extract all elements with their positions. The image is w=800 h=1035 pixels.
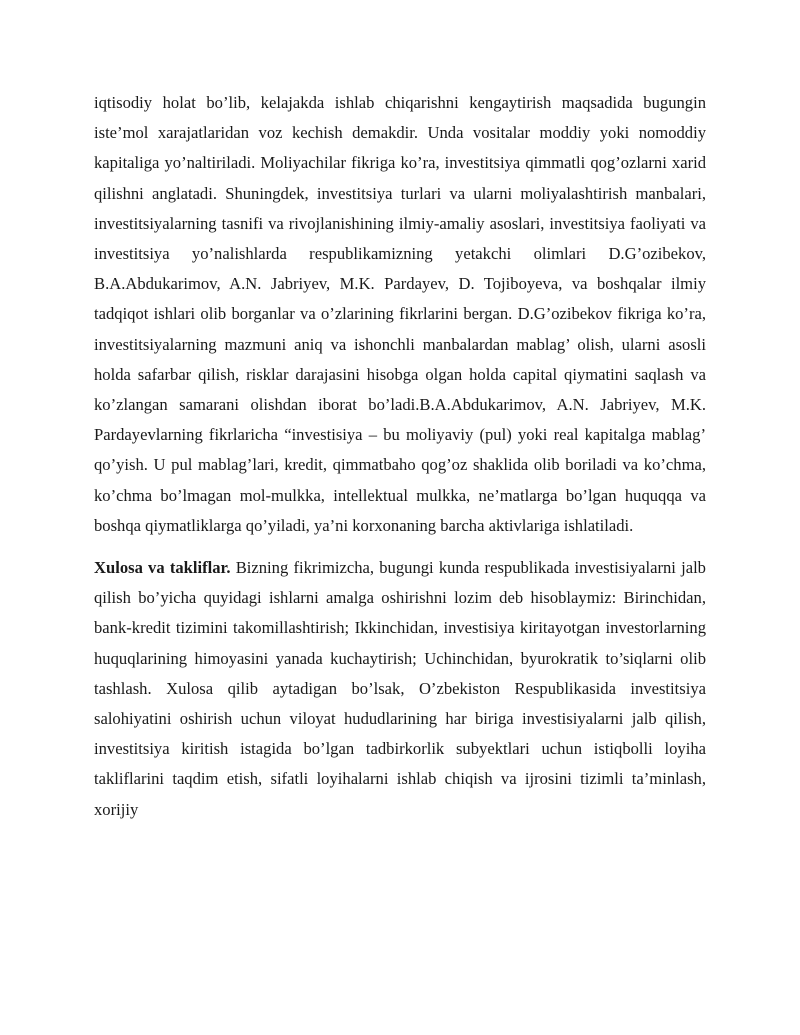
paragraph-conclusions <box>94 553 706 825</box>
document-page <box>94 88 706 825</box>
paragraph-investment-definition: iqtisodiy holat bo’lib, kelajakda ishlab chiqarishni kengaytirish maqsadida bugungin iste’mol xarajatlaridan voz kechish demakdir. Unda vositalar moddiy yoki nomoddiy kapitaliga yo’naltiriladi. Moliyachilar fikriga ko’ra, investitsiya qimmatli qog’ozlarni xarid qilishni anglatadi. Shuningdek, investitsiya turlari va ularni moliyalashtirish manbalari, investitsiyalarning tasnifi va rivojlanishining ilmiy-amaliy asoslari, investitsiya faoliyati va investitsiya yo’nalishlarda respublikamizning yetakchi olimlari D.G’ozibekov, B.A.Abdukarimov, A.N. Jabriyev, M.K. Pardayev, D. Tojiboyeva, va boshqalar ilmiy tadqiqot ishlari olib borganlar va o’zlarining fikrlarini bergan. D.G’ozibekov fikriga ko’ra, investitsiyalarning mazmuni aniq va ishonchli manbalardan mablag’ olish, ularni asosli holda safarbar qilish, risklar darajasini hisobga olgan holda capital qiymatini saqlash va ko’zlangan samarani olishdan iborat bo’ladi.B.A.Abdukarimov, A.N. Jabriyev, M.K. Pardayevlarning fikrlaricha “investisiya – bu moliyaviy (pul) yoki real kapitalga mablag’ qo’yish. U pul mablag’lari, kredit, qimmatbaho qog’oz shaklida olib boriladi va ko’chma, ko’chma bo’lmagan mol-mulkka, intellektual mulkka, ne’matlarga bo’lgan huquqqa va boshqa qiymatliklarga qo’yiladi, ya’ni korxonaning barcha aktivlariga ishlatiladi. <box>94 93 706 535</box>
conclusions-text: Bizning fikrimizcha, bugungi kunda respublikada investisiyalarni jalb qilish bo’yicha quyidagi ishlarni amalga oshirishni lozim deb hisoblaymiz: Birinchidan, bank-kredit tizimini takomillashtirish; Ikkinchidan, investisiya kiritayotgan investorlarning huquqlarining himoyasini yanada kuchaytirish; Uchinchidan, byurokratik to’siqlarni olib tashlash. Xulosa qilib aytadigan bo’lsak, O’zbekiston Respublikasida investitsiya salohiyatini oshirish uchun viloyat hududlarining har biriga investisiyalarni jalb qilish, investitsiya kiritish istagida bo’lgan tadbirkorlik subyektlari uchun istiqbolli loyiha takliflarini taqdim etish, sifatli loyihalarni ishlab chiqish va ijrosini tizimli ta’minlash, xorijiy <box>94 558 706 819</box>
conclusions-heading: Xulosa va takliflar. <box>94 558 231 578</box>
